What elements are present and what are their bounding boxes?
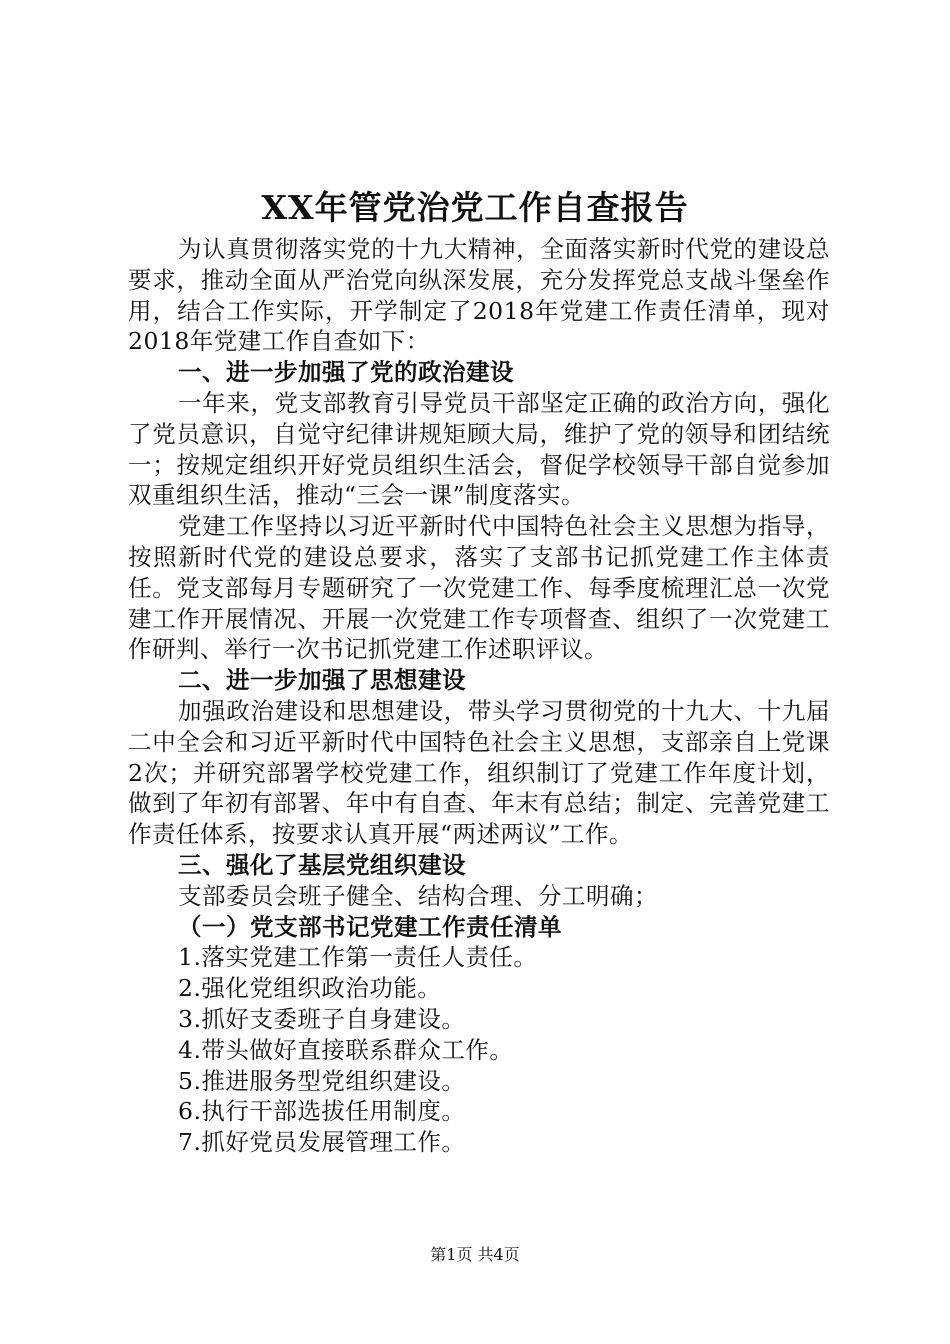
list-item: 6.执行干部选拔任用制度。 bbox=[178, 1097, 466, 1126]
list-item: 4.带头做好直接联系群众工作。 bbox=[178, 1035, 514, 1064]
list-item: 2.强化党组织政治功能。 bbox=[178, 974, 442, 1003]
section1-paragraph-2: 党建工作坚持以习近平新时代中国特色社会主义思想为指导，按照新时代党的建设总要求，落实了支部书记抓党建工作主体责任。党支部每月专题研究了一次党建工作、每季度梳理汇总一次党建工作开展情况、开展一次党建工作专项督查、组织了一次党建工作研判、举行一次书记抓党建工作述职评议。 bbox=[128, 512, 830, 664]
list-item: 1.落实党建工作第一责任人责任。 bbox=[178, 943, 538, 972]
section2-paragraph-1: 加强政治建设和思想建设，带头学习贯彻党的十九大、十九届二中全会和习近平新时代中国特色社会主义思想，支部亲自上党课2次；并研究部署学校党建工作，组织制订了党建工作年度计划，做到了年初有部署、年中有自查、年末有总结；制定、完善党建工作责任体系，按要求认真开展“两述两议”工作。 bbox=[128, 696, 830, 849]
document-title: XX年管党治党工作自查报告 bbox=[261, 188, 689, 227]
document-body bbox=[128, 234, 830, 1158]
section3-paragraph-1: 支部委员会班子健全、结构合理、分工明确； bbox=[178, 881, 658, 910]
list-item: 7.抓好党员发展管理工作。 bbox=[178, 1128, 466, 1157]
section1-paragraph-1: 一年来，党支部教育引导党员干部坚定正确的政治方向，强化了党员意识，自觉守纪律讲规矩顾大局，维护了党的领导和团结统一；按规定组织开好党员组织生活会，督促学校领导干部自觉参加双重组织生活，推动“三会一课”制度落实。 bbox=[128, 388, 830, 510]
section-heading-1: 一、进一步加强了党的政治建设 bbox=[178, 358, 514, 387]
intro-paragraph: 为认真贯彻落实党的十九大精神，全面落实新时代党的建设总要求，推动全面从严治党向纵深发展，充分发挥党总支战斗堡垒作用，结合工作实际，开学制定了2018年党建工作责任清单，现对2018年党建工作自查如下： bbox=[128, 235, 830, 356]
section-heading-2: 二、进一步加强了思想建设 bbox=[178, 666, 466, 695]
subsection-heading: （一）党支部书记党建工作责任清单 bbox=[178, 912, 562, 941]
list-item: 5.推进服务型党组织建设。 bbox=[178, 1066, 466, 1095]
list-item: 3.抓好支委班子自身建设。 bbox=[178, 1004, 466, 1033]
page-footer: 第1页 共4页 bbox=[430, 1245, 520, 1264]
section-heading-3: 三、强化了基层党组织建设 bbox=[178, 850, 466, 879]
